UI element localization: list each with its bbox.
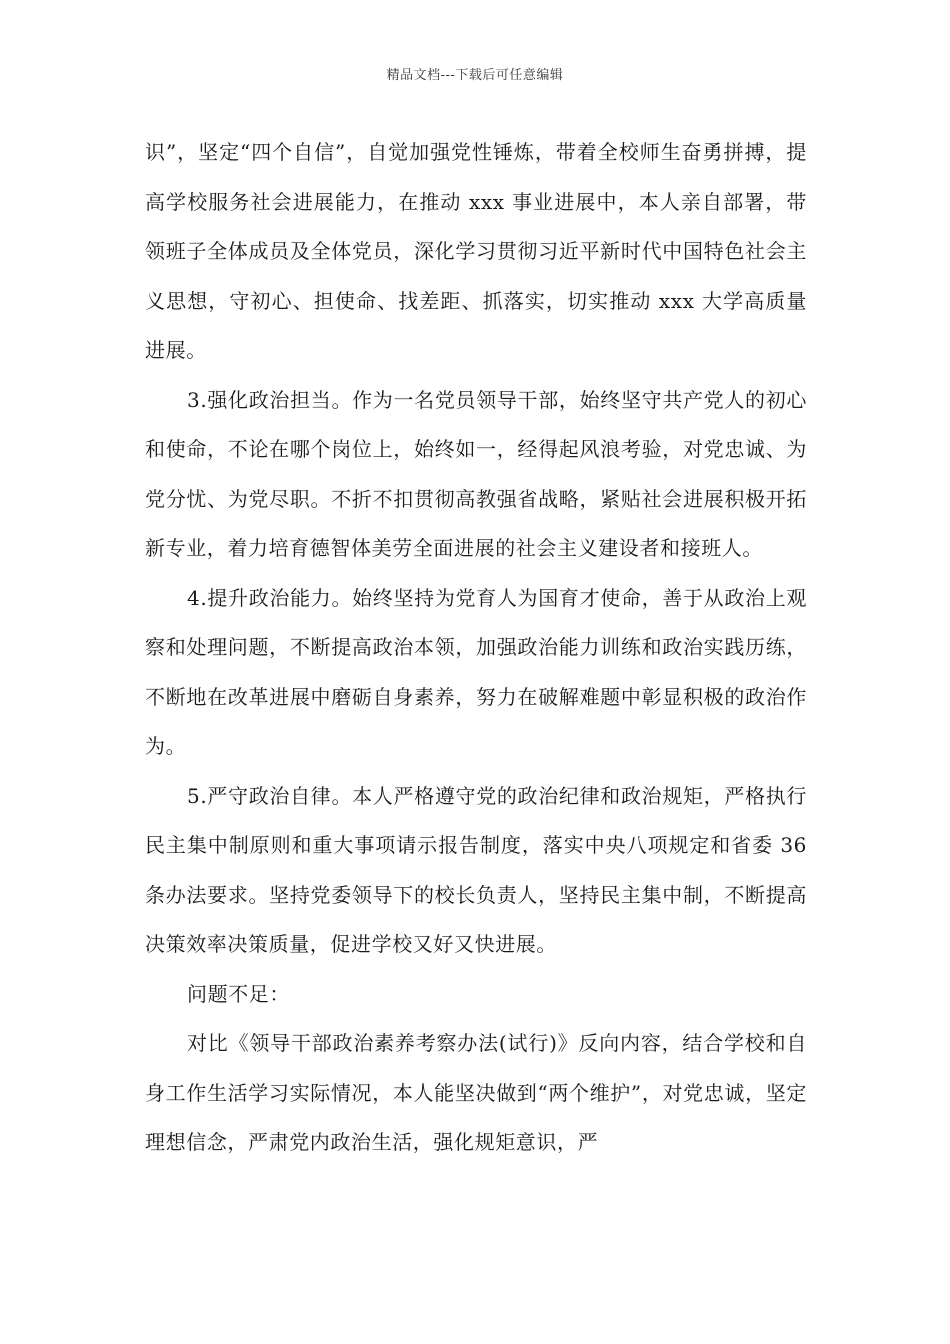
paragraph-comparison: 对比《领导干部政治素养考察办法(试行)》反向内容，结合学校和自身工作生活学习实际情况，本人能坚决做到“两个维护”，对党忠诚，坚定理想信念，严肃党内政治生活，强化规矩意识，严 bbox=[145, 1031, 807, 1154]
paragraph-political-discipline: 5.严守政治自律。本人严格遵守党的政治纪律和政治规矩，严格执行民主集中制原则和重大事项请示报告制度，落实中央八项规定和省委 36 条办法要求。坚持党委领导下的校长负责人，坚持民主集中制，不断提高决策效率决策质量，促进学校又好又快进展。 bbox=[145, 783, 807, 956]
paragraph-political-ability: 4.提升政治能力。始终坚持为党育人为国育才使命，善于从政治上观察和处理问题，不断提高政治本领，加强政治能力训练和政治实践历练，不断地在改革进展中磨砺自身素养，努力在破解难题中彰显积极的政治作为。 bbox=[145, 585, 807, 758]
paragraph-political-responsibility: 3.强化政治担当。作为一名党员领导干部，始终坚守共产党人的初心和使命，不论在哪个岗位上，始终如一，经得起风浪考验，对党忠诚、为党分忧、为党尽职。不折不扣贯彻高教强省战略，紧贴社会进展积极开拓新专业，着力培育德智体美劳全面进展的社会主义建设者和接班人。 bbox=[145, 387, 807, 560]
document-body bbox=[145, 128, 807, 1168]
page-header: 精品文档---下载后可任意编辑 bbox=[386, 68, 564, 83]
paragraph-continuation: 识”，坚定“四个自信”，自觉加强党性锤炼，带着全校师生奋勇拼搏，提高学校服务社会进展能力，在推动 xxx 事业进展中，本人亲自部署，带领班子全体成员及全体党员，深化学习贯彻习近平新时代中国特色社会主义思想，守初心、担使命、找差距、抓落实，切实推动 xxx 大学高质量进展。 bbox=[145, 140, 807, 362]
section-heading-problems: 问题不足： bbox=[187, 981, 290, 1006]
